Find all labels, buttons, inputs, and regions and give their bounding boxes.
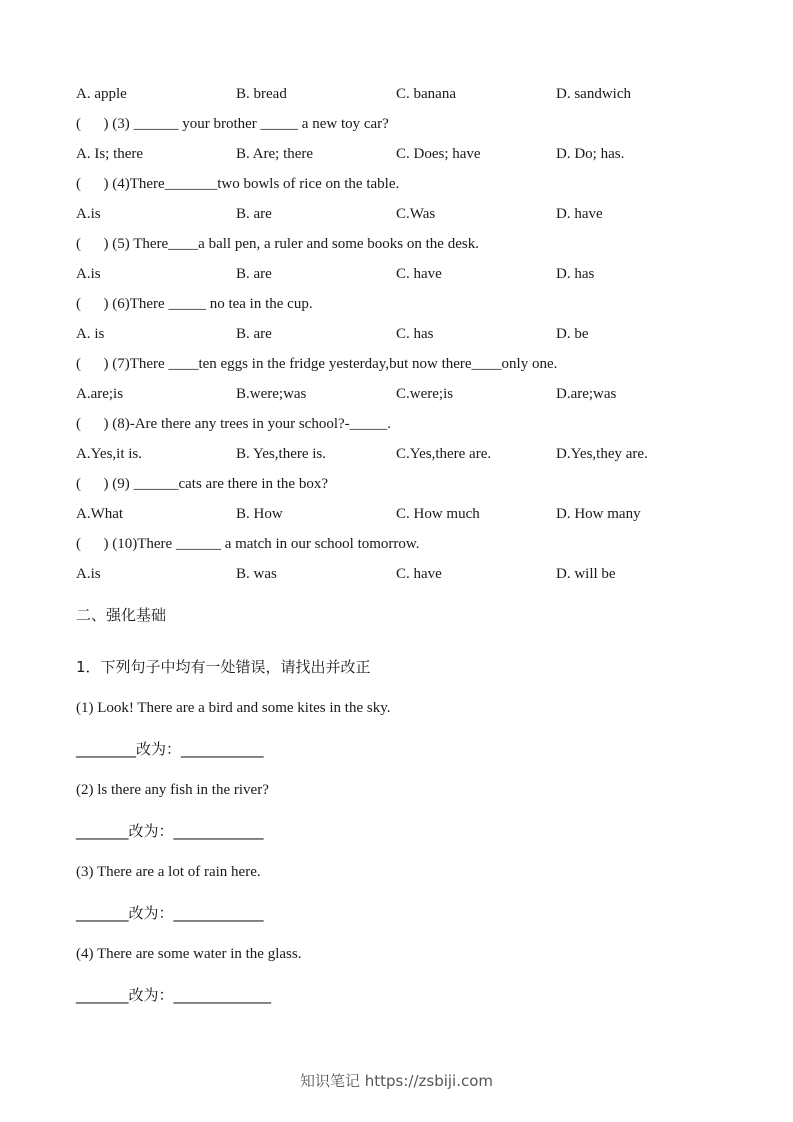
correction-sentence: (2) ls there any fish in the river? xyxy=(76,782,269,798)
question-stem: ( ) (10)There ______ a match in our school tomorrow. xyxy=(76,536,420,552)
option-b: B. are xyxy=(236,326,272,342)
option-c: C. have xyxy=(396,266,442,282)
question-stem: ( ) (5) There____a ball pen, a ruler and some books on the desk. xyxy=(76,236,479,252)
subsection-heading: 1．下列句子中均有一处错误，请找出并改正 xyxy=(76,658,371,676)
page-footer: 知识笔记 https://zsbiji.com xyxy=(299,1072,494,1090)
option-b: B. are xyxy=(236,206,272,222)
option-b: B. Yes,there is. xyxy=(236,446,327,462)
option-b: B. Are; there xyxy=(236,146,314,162)
option-b: B. bread xyxy=(236,86,287,102)
correction-answer-line: _______改为：____________ xyxy=(76,822,264,840)
option-b: B. are xyxy=(236,266,272,282)
option-a: A.is xyxy=(76,566,101,582)
question-stem: ( ) (8)-Are there any trees in your school?-_____. xyxy=(76,416,391,432)
option-d: D.Yes,they are. xyxy=(556,446,648,462)
option-c: C.Was xyxy=(396,206,436,222)
option-c: C. has xyxy=(396,326,434,342)
question-stem: ( ) (7)There ____ten eggs in the fridge yesterday,but now there____only one. xyxy=(76,356,558,372)
option-b: B.were;was xyxy=(236,386,307,402)
option-c: C.were;is xyxy=(396,386,454,402)
option-d: D. has xyxy=(556,266,595,282)
option-a: A. is xyxy=(76,326,105,342)
option-a: A.is xyxy=(76,206,101,222)
option-d: D. be xyxy=(556,326,589,342)
correction-answer-line: ________改为：___________ xyxy=(76,740,264,758)
question-stem: ( ) (9) ______cats are there in the box? xyxy=(76,476,328,492)
option-d: D. have xyxy=(556,206,603,222)
option-c: C. have xyxy=(396,566,442,582)
question-stem: ( ) (6)There _____ no tea in the cup. xyxy=(76,296,313,312)
option-c: C.Yes,there are. xyxy=(396,446,492,462)
option-a: A.are;is xyxy=(76,386,124,402)
question-stem: ( ) (4)There_______two bowls of rice on the table. xyxy=(76,176,400,192)
option-d: D.are;was xyxy=(556,386,617,402)
correction-sentence: (1) Look! There are a bird and some kites in the sky. xyxy=(76,700,391,716)
option-c: C. Does; have xyxy=(396,146,481,162)
option-d: D. will be xyxy=(556,566,616,582)
option-d: D. How many xyxy=(556,506,641,522)
option-d: D. sandwich xyxy=(556,86,631,102)
option-d: D. Do; has. xyxy=(556,146,625,162)
question-stem: ( ) (3) ______ your brother _____ a new toy car? xyxy=(76,116,389,132)
correction-answer-line: _______改为：____________ xyxy=(76,904,264,922)
option-b: B. How xyxy=(236,506,283,522)
option-c: C. How much xyxy=(396,506,480,522)
correction-sentence: (3) There are a lot of rain here. xyxy=(76,864,261,880)
option-c: C. banana xyxy=(396,86,456,102)
correction-answer-line: _______改为：_____________ xyxy=(76,986,272,1004)
option-a: A. apple xyxy=(76,86,127,102)
option-a: A. Is; there xyxy=(76,146,144,162)
option-a: A.Yes,it is. xyxy=(76,446,142,462)
option-a: A.What xyxy=(76,506,124,522)
section-heading: 二、强化基础 xyxy=(76,606,167,624)
correction-sentence: (4) There are some water in the glass. xyxy=(76,946,302,962)
option-b: B. was xyxy=(236,566,277,582)
option-a: A.is xyxy=(76,266,101,282)
